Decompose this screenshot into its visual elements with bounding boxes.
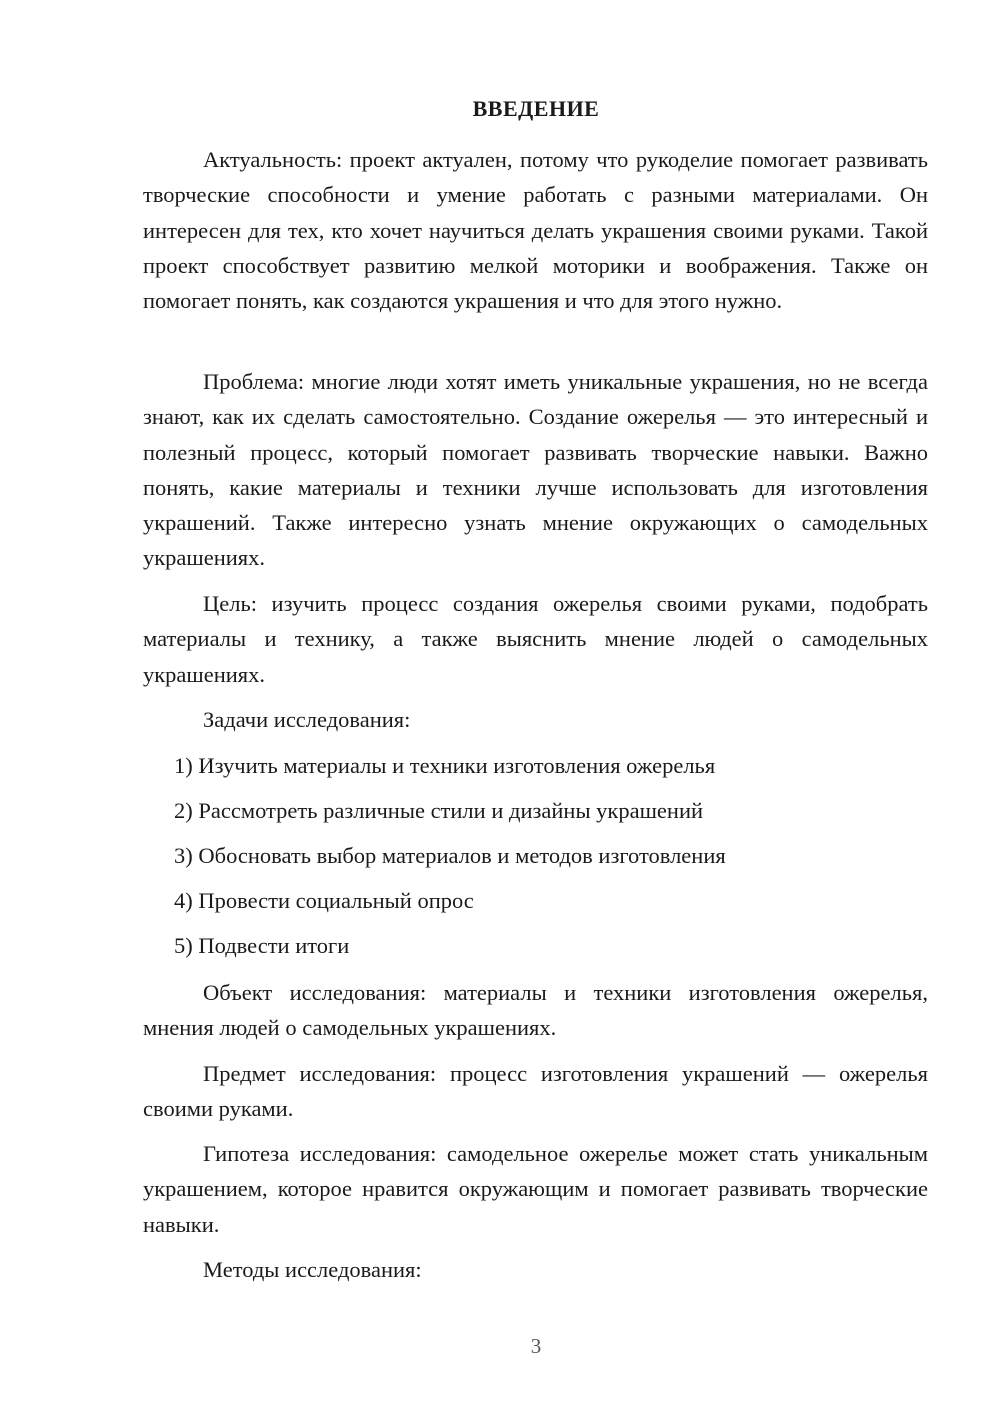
subject-paragraph: Предмет исследования: процесс изготовления украшений — ожерелья своими руками. — [143, 1061, 928, 1122]
task-item: 3) Обосновать выбор материалов и методов изготовления — [174, 843, 726, 868]
methods-heading: Методы исследования: — [203, 1257, 422, 1282]
object-paragraph: Объект исследования: материалы и техники изготовления ожерелья, мнения людей о самодельных украшениях. — [143, 980, 928, 1041]
page-number: 3 — [530, 1334, 542, 1358]
problem-paragraph: Проблема: многие люди хотят иметь уникальные украшения, но не всегда знают, как их сделать самостоятельно. Создание ожерелья — это интересный и полезный процесс, который помогает развивать творческие навыки. Важно понять, какие материалы и техники лучше использовать для изготовления украшений. Также интересно узнать мнение окружающих о самодельных украшениях. — [143, 369, 928, 571]
task-item: 2) Рассмотреть различные стили и дизайны украшений — [174, 798, 704, 823]
goal-paragraph: Цель: изучить процесс создания ожерелья своими руками, подобрать материалы и технику, а также выяснить мнение людей о самодельных украшениях. — [143, 591, 928, 687]
task-item: 1) Изучить материалы и техники изготовления ожерелья — [174, 753, 716, 778]
relevance-paragraph: Актуальность: проект актуален, потому что рукоделие помогает развивать творческие способности и умение работать с разными материалами. Он интересен для тех, кто хочет научиться делать украшения своими руками. Такой проект способствует развитию мелкой моторики и воображения. Также он помогает понять, как создаются украшения и что для этого нужно. — [143, 147, 928, 314]
tasks-heading: Задачи исследования: — [203, 707, 411, 732]
task-item: 5) Подвести итоги — [174, 933, 350, 958]
task-item: 4) Провести социальный опрос — [174, 888, 474, 913]
page-title: ВВЕДЕНИЕ — [472, 96, 600, 121]
hypothesis-paragraph: Гипотеза исследования: самодельное ожерелье может стать уникальным украшением, которое нравится окружающим и помогает развивать творческие навыки. — [143, 1141, 928, 1237]
